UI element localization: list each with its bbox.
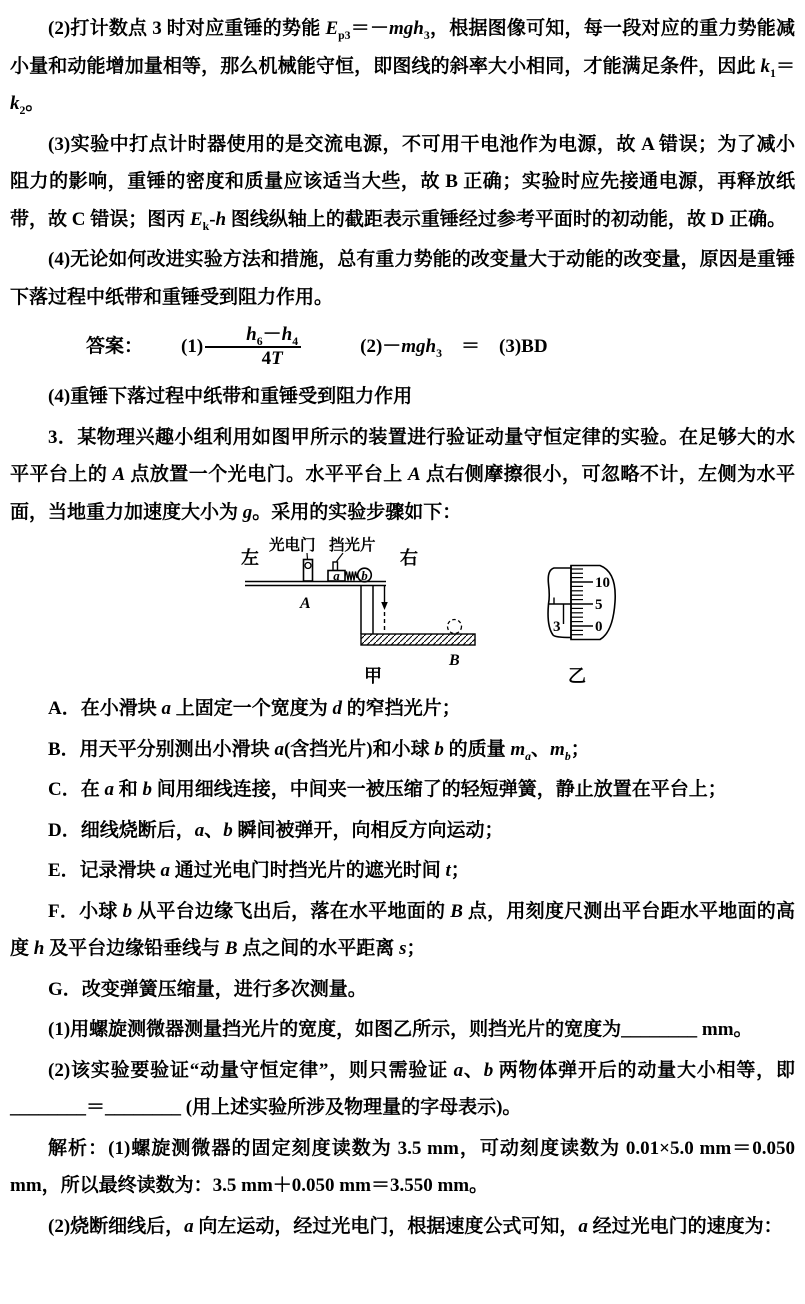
step-a: A．在小滑块 a 上固定一个宽度为 d 的窄挡光片； — [48, 698, 461, 719]
figure-row — [10, 534, 795, 686]
thimble-tick-10-label: 10 — [595, 575, 610, 591]
step-e: E．记录滑块 a 通过光电门时挡光片的遮光时间 t； — [48, 860, 470, 881]
answer-part4: (4)重锤下落过程中纸带和重锤受到阻力作用 — [48, 386, 413, 407]
figure-jia-caption: 甲 — [364, 666, 382, 686]
answer-line — [10, 319, 795, 375]
step-b: B．用天平分别测出小滑块 a(含挡光片)和小球 b 的质量 $m_a$、$m_b$； — [48, 738, 590, 763]
ball-b-label: b — [361, 568, 368, 583]
question-2: (2)该实验要验证“动量守恒定律”，则只需验证 a、b 两物体弹开后的动量大小相等，即 ________＝________ (用上述实验所涉及物理量的字母表示)。 — [10, 1059, 795, 1118]
step-c: C．在 a 和 b 间用细线连接，中间夹一被压缩了的轻短弹簧，静止放置在平台上； — [48, 779, 727, 800]
point-b-label: B — [449, 652, 460, 669]
analysis-part1-text: (1)螺旋测微器的固定刻度读数为 3.5 mm，可动刻度读数为 0.01×5.0 mm＝0.050 mm，所以最终读数为：3.5 mm＋0.050 mm＝3.550 mm。 — [10, 1137, 795, 1196]
step-f: F．小球 b 从平台边缘飞出后，落在水平地面的 B 点，用刻度尺测出平台距水平地面的高度 h 及平台边缘铅垂线与 B 点之间的水平距离 s； — [10, 900, 795, 959]
shutter-leader-line — [337, 553, 344, 562]
fraction-denominator: 4T — [261, 348, 283, 369]
question3-intro: 3．某物理兴趣小组利用如图甲所示的装置进行验证动量守恒定律的实验。在足够大的水平平台上的 A 点放置一个光电门。水平平台上 A 点右侧摩擦很小，可忽略不计，左侧为水平面，当地重力加速度大小为 g。采用的实验步骤如下： — [10, 426, 795, 523]
photogate-sensor-icon — [305, 563, 311, 569]
left-side-label: 左 — [241, 548, 259, 568]
analysis-paragraph-1 — [10, 1130, 795, 1205]
answer-part1-prefix: (1) — [181, 336, 204, 358]
step-g: G．改变弹簧压缩量，进行多次测量。 — [48, 978, 367, 1000]
paragraph-solution-2: (2)打计数点 3 时对应重锤的势能 $E_{p3}=-mgh_3$，根据图像可知，每一段对应的重力势能减小量和动能增加量相等，那么机械能守恒，即图线的斜率大小相同，才能满足条件，因此 $k_1=k_2$。 — [10, 18, 795, 117]
thimble-tick-0-label: 0 — [595, 619, 603, 635]
fraction — [205, 325, 301, 369]
thimble-tick-5-label: 5 — [595, 597, 603, 613]
photogate-label: 光电门 — [269, 537, 316, 554]
step-d: D．细线烧断后，a、b 瞬间被弹开，向相反方向运动； — [48, 819, 504, 841]
answer-rest: (2)－mgh$_3$ ＝ (3)BD — [341, 336, 548, 361]
photogate-leader-line — [307, 553, 308, 560]
answer-label: 答案： — [86, 336, 144, 358]
figure-yi-micrometer-diagram — [538, 534, 678, 686]
landing-ball-ghost-icon — [448, 620, 462, 634]
fraction-numerator: $h_6-h_4$ — [205, 325, 301, 348]
paragraph-solution-4: (4)无论如何改进实验方法和措施，总有重力势能的改变量大于动能的改变量，原因是重锤下落过程中纸带和重锤受到阻力作用。 — [10, 249, 795, 308]
ground-icon — [361, 634, 475, 645]
block-a-label: a — [333, 568, 340, 583]
shutter-label: 挡光片 — [329, 537, 376, 554]
spring-icon — [345, 572, 357, 581]
right-side-label: 右 — [400, 548, 418, 568]
figure-jia-apparatus-diagram — [238, 534, 488, 686]
analysis-paragraph-2: (2)烧断细线后，a 向左运动，经过光电门，根据速度公式可知，a 经过光电门的速度为： — [48, 1215, 783, 1237]
analysis-label: 解析： — [48, 1137, 109, 1159]
question-1: (1)用螺旋测微器测量挡光片的宽度，如图乙所示，则挡光片的宽度为________ mm。 — [48, 1019, 753, 1040]
trajectory-arrowhead-icon — [381, 602, 388, 610]
point-a-label: A — [300, 595, 311, 612]
main-scale-value: 3 — [553, 619, 561, 635]
paragraph-solution-3: (3)实验中打点计时器使用的是交流电源，不可用干电池作为电源，故 A 错误；为了减小阻力的影响，重锤的密度和质量应该适当大些，故 B 正确；实验时应先接通电源，再释放纸带，故 C 错误；图丙 $E_k-h$ 图线纵轴上的截距表示重锤经过参考平面时的初动能，故 D 正确。 — [10, 133, 795, 233]
figure-yi-caption: 乙 — [568, 666, 586, 686]
